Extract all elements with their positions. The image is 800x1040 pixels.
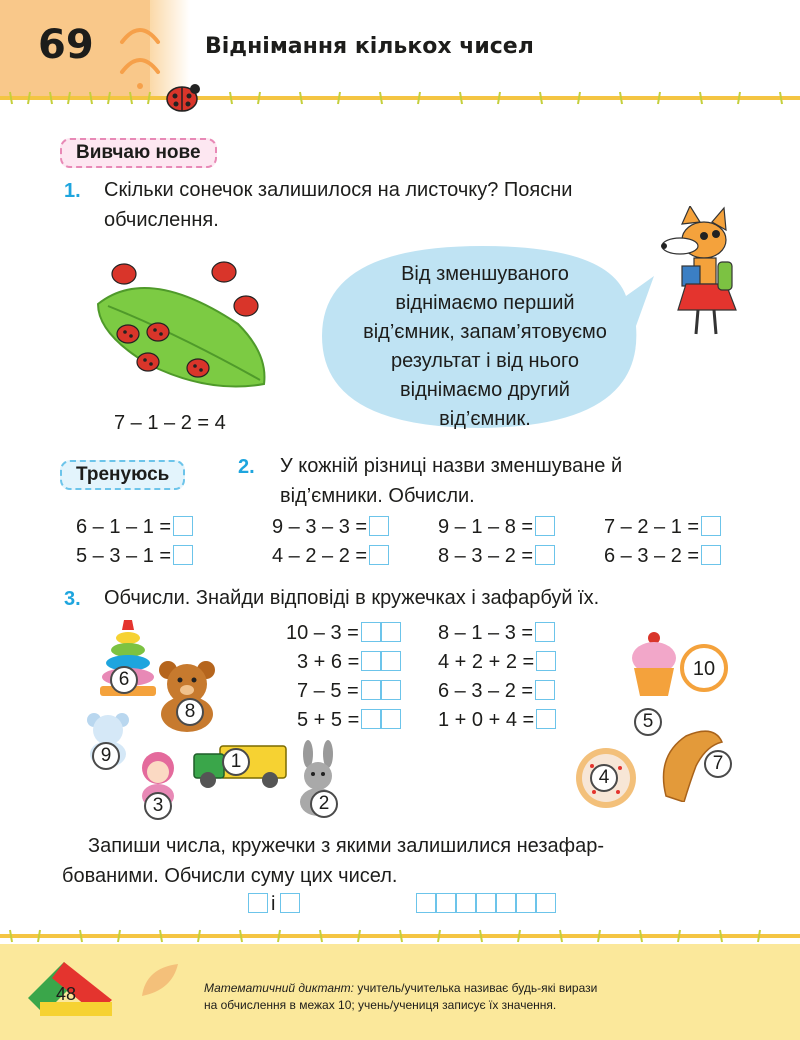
- answer-box[interactable]: [516, 893, 536, 913]
- task1-text-line1: Скільки сонечок залишилося на листочку? Поясни: [104, 179, 573, 201]
- footer-note-label: Математичний диктант:: [204, 981, 354, 995]
- expression-text: 6 – 3 – 2 =: [604, 545, 700, 567]
- grass-divider-top: [0, 90, 800, 106]
- task1-number: 1.: [64, 180, 81, 202]
- task1-equation: 7 – 1 – 2 = 4: [114, 412, 226, 434]
- answer-box[interactable]: [701, 516, 721, 536]
- task2-expression: [76, 516, 193, 539]
- task2-expression: [604, 545, 721, 568]
- task3-sum-boxes: [414, 893, 556, 916]
- answer-box[interactable]: [173, 516, 193, 536]
- answer-circle[interactable]: 8: [176, 698, 204, 726]
- answer-box[interactable]: [535, 545, 555, 565]
- answer-circle[interactable]: 9: [92, 742, 120, 770]
- answer-circle[interactable]: 5: [634, 708, 662, 736]
- task2-expression: [438, 545, 555, 568]
- task3-number: 3.: [64, 588, 81, 610]
- and-word: і: [271, 893, 276, 915]
- speech-line: віднімаємо перший: [395, 292, 575, 314]
- task2-expression: [272, 545, 389, 568]
- answer-box[interactable]: [361, 651, 381, 671]
- expression-text: 7 – 2 – 1 =: [604, 516, 700, 538]
- answer-circle[interactable]: 6: [110, 666, 138, 694]
- task3-bottom-text-line1: Запиши числа, кружечки з якими залишилися незафар-: [88, 835, 605, 857]
- expression-text: 8 – 3 – 2 =: [438, 545, 534, 567]
- task3-text: Обчисли. Знайди відповіді в кружечках і зафарбуй їх.: [104, 587, 600, 609]
- expression-text: 7 – 5 =: [297, 680, 359, 702]
- grass-divider-bottom: [0, 928, 800, 944]
- answer-box[interactable]: [496, 893, 516, 913]
- answer-box[interactable]: [361, 709, 381, 729]
- answer-circle[interactable]: 10: [680, 644, 728, 692]
- answer-box[interactable]: [381, 622, 401, 642]
- expression-text: 4 – 2 – 2 =: [272, 545, 368, 567]
- answer-box[interactable]: [536, 651, 556, 671]
- leaf-decoration-icon: [138, 960, 182, 1000]
- task2-expression: [76, 545, 193, 568]
- answer-box[interactable]: [535, 516, 555, 536]
- lesson-number: 69: [38, 22, 94, 68]
- speech-bubble-text: [330, 260, 640, 434]
- answer-box[interactable]: [536, 709, 556, 729]
- answer-box[interactable]: [476, 893, 496, 913]
- task3-bottom-text-line2: бованими. Обчисли суму цих чисел.: [62, 865, 398, 887]
- task3-expression: [438, 709, 556, 732]
- expression-text: 9 – 1 – 8 =: [438, 516, 534, 538]
- leaf-ladybugs-illustration: [88, 244, 278, 404]
- task2-text-line1: У кожній різниці назви зменшуване й: [280, 455, 623, 477]
- task2-expression: [604, 516, 721, 539]
- expression-text: 6 – 1 – 1 =: [76, 516, 172, 538]
- answer-box[interactable]: [381, 709, 401, 729]
- decor-swirl-icon: [116, 12, 164, 92]
- footer-note: [204, 980, 724, 1014]
- answer-box[interactable]: [280, 893, 300, 913]
- task2-expression: [438, 516, 555, 539]
- expression-text: 4 + 2 + 2 =: [438, 651, 535, 673]
- expression-text: 6 – 3 – 2 =: [438, 680, 534, 702]
- task3-expression: [438, 651, 556, 674]
- task3-expression: [286, 622, 401, 645]
- cupcake-icon: [628, 630, 680, 698]
- answer-box[interactable]: [416, 893, 436, 913]
- learn-new-tag: Вивчаю нове: [60, 138, 217, 168]
- task3-expression: [297, 709, 401, 732]
- fox-character-icon: [656, 206, 746, 342]
- task3-expression: [438, 622, 555, 645]
- answer-box[interactable]: [369, 516, 389, 536]
- expression-text: 1 + 0 + 4 =: [438, 709, 535, 731]
- task2-number: 2.: [238, 456, 255, 478]
- task2-expression: [272, 516, 389, 539]
- expression-text: 8 – 1 – 3 =: [438, 622, 534, 644]
- answer-box[interactable]: [535, 680, 555, 700]
- answer-box[interactable]: [381, 651, 401, 671]
- speech-line: від’ємник, запам’ятовуємо: [363, 321, 607, 343]
- expression-text: 9 – 3 – 3 =: [272, 516, 368, 538]
- ladybug-icon: [162, 80, 202, 114]
- page-title: Віднімання кількох чисел: [205, 34, 534, 59]
- expression-text: 3 + 6 =: [297, 651, 360, 673]
- answer-box[interactable]: [361, 622, 381, 642]
- expression-text: 5 – 3 – 1 =: [76, 545, 172, 567]
- answer-box[interactable]: [701, 545, 721, 565]
- answer-box[interactable]: [361, 680, 381, 700]
- answer-box[interactable]: [535, 622, 555, 642]
- answer-box[interactable]: [381, 680, 401, 700]
- footer-note-text: на обчислення в межах 10; учень/учениця записує їх значення.: [204, 998, 557, 1012]
- expression-text: 10 – 3 =: [286, 622, 359, 644]
- answer-box[interactable]: [436, 893, 456, 913]
- train-tag: Тренуюсь: [60, 460, 185, 490]
- speech-line: віднімаємо другий: [400, 379, 570, 401]
- footer-note-text: учитель/учителька називає будь-які вирази: [353, 981, 598, 995]
- task3-answer-numbers: [246, 893, 300, 916]
- answer-circle[interactable]: 1: [222, 748, 250, 776]
- answer-circle[interactable]: 7: [704, 750, 732, 778]
- speech-line: від’ємник.: [439, 408, 531, 430]
- speech-line: результат і від нього: [390, 350, 580, 372]
- answer-circle[interactable]: 3: [144, 792, 172, 820]
- answer-circle[interactable]: 2: [310, 790, 338, 818]
- task3-expression: [297, 651, 401, 674]
- task1-text-line2: обчислення.: [104, 209, 219, 231]
- page-number: 48: [56, 984, 77, 1004]
- expression-text: 5 + 5 =: [297, 709, 360, 731]
- answer-box[interactable]: [536, 893, 556, 913]
- answer-box[interactable]: [248, 893, 268, 913]
- task3-expression: [438, 680, 555, 703]
- speech-line: Від зменшуваного: [401, 263, 569, 285]
- answer-box[interactable]: [173, 545, 193, 565]
- task2-text-line2: від’ємники. Обчисли.: [280, 485, 475, 507]
- answer-box[interactable]: [456, 893, 476, 913]
- answer-box[interactable]: [369, 545, 389, 565]
- answer-circle[interactable]: 4: [590, 764, 618, 792]
- task3-expression: [297, 680, 401, 703]
